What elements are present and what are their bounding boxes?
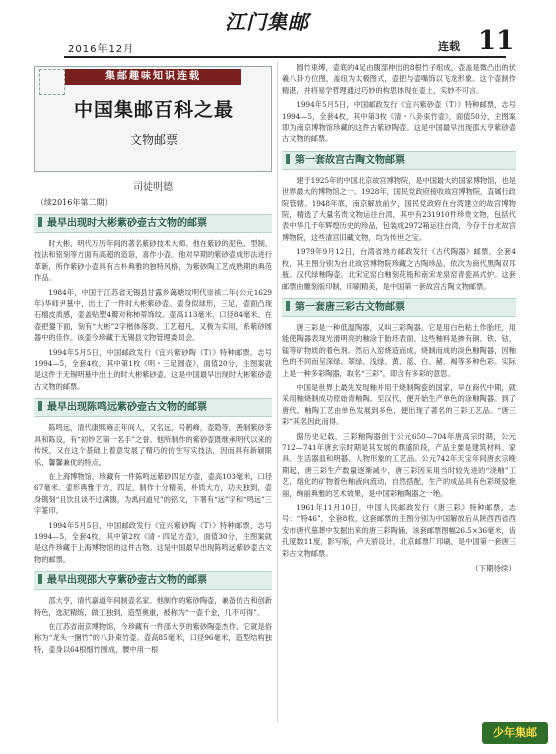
continued-note: （续2016年第二期） (36, 198, 113, 207)
column-divider (277, 62, 278, 722)
paragraph: 1994年5月5日，中国邮政发行《宜兴紫砂壶（T）》特种邮票，志号1994—5，全套4枚，其中第3枚《清・八卦束竹壶》，面值50分，主图案即为南京博物馆珍藏的这件古紫砂陶壶。这是中国最早出现邵大亨紫砂壶古文物的邮票。 (282, 100, 516, 144)
section-heading: 最早出现邵大亨紫砂壶古文物的邮票 (34, 571, 272, 590)
author-byline: 司徒明德 (133, 182, 173, 193)
paragraph: 陈鸣远，清代康熙雍正年间人，又名远，号鹤峰，壶隐等，善制紫砂茶具和陈设，有“初炒艺第一名手”之誉。他所制作的紫砂壶既继承明代以来的传统，又在这个基础上着意发展了精巧的仿生写实技法，因而具有新颖眼乐，馨馨兼优的特点。 (34, 423, 272, 467)
paragraph: 1994年5月5日，中国邮政发行《宜兴紫砂陶（T）》特种邮票，志号1994—5，全套4枚，其中第2枚《清・四足方壶》，面值30分，主图案就是这件珍藏于上海博物馆的这件古物。这是中国最早出现陈鸣远紫砂壶古文物的邮票。 (34, 520, 272, 564)
stamp-icon (39, 69, 65, 95)
issue-date: 2016年12月 (68, 44, 135, 55)
article-subtitle: 文物邮票 (129, 133, 178, 147)
paragraph: 圆竹束缚，壶底的4足由腹部伸出的8根竹子组成，壶盖是微凸出的伏羲八卦方位图，盖纽为太极图式，壶把与壶嘴饰以飞龙形象。这个壶制作精湛，并将易学哲理通过巧妙的构思体现在壶上，实妙不可言。 (282, 63, 516, 95)
page-header (0, 0, 556, 60)
section-heading: 最早出现时大彬紫砂壶古文物的邮票 (34, 214, 272, 233)
corner-badge: 少年集邮 (482, 722, 548, 744)
paragraph: 据历史记载，三彩釉陶器创于公元650—704年唐高宗时期，公元712—741年唐玄宗时期是其发展的鼎盛阶段，产品主要是建筑材料、家具、生活器皿和明器、人物形象的工艺品。公元742年天宝年间唐玄宗晚期起，唐三彩生产数量逐渐减少，唐三彩因采用当时较先进的“浇釉”工艺，熔化的矿物着色釉液向流动，自然搭配，生产的成品具有色彩斑驳艳丽，绚丽典雅的艺术效果，是中国彩釉陶器之一绝。 (282, 431, 516, 498)
paragraph: 唐三彩是一种低温陶器，又叫三彩陶器。它是用白色粘土作胎坯，用能使陶器表现光滑明亮的釉涂于胎坯表面，这些釉料是掺有铜、铁、钴、锰等矿物质的着色剂。然后入窑烧造而成。烧制而成的淡色釉陶器，因釉色的不同而呈深绿、翠绿、浅绿、黄、蓝、白、赭、褐等多种色彩。实际上是一种多彩陶器，取名“三彩”，即含有多彩的意思。 (282, 322, 516, 378)
masthead-logo: 江门集邮 (225, 10, 309, 34)
section-heading: 第一套唐三彩古文物邮票 (282, 298, 516, 317)
section-marker-icon (38, 574, 42, 584)
article-title: 中国集邮百科之最 (73, 99, 234, 121)
header-rule (64, 56, 506, 58)
section-heading: 第一套故宫古陶文物邮票 (282, 151, 516, 170)
section-marker-icon (286, 301, 290, 311)
paragraph: 1984年，中国于江苏省无锡县甘露乡蔼塘坟明代崇祯二年(公元1629年)华师尹墓中，出土了一件时大彬紫砂壶。壶身似球形，三足，壶面凸现石榴皮质感，壶盖贴塑4瓣对称柿蒂饰纹。壶高113毫米，口径84毫米。在壶把鋬下面，刻有“大彬”2字楷体落款。工艺超凡，又极为实用，系紫砂圆器中的佳作。该壶今珍藏于无锡县文物管理委员会。 (34, 287, 272, 343)
right-column (282, 62, 516, 574)
title-box (34, 66, 272, 172)
series-banner: 集邮趣味知识连载 (65, 69, 241, 85)
to-be-continued: （下期待续） (471, 564, 516, 574)
page-number: 11 (478, 26, 515, 56)
paragraph: 在上海博物馆，珍藏有一件陈鸣远紫砂四足方壶，壶高103毫米，口径67毫米。壶形典雅于方，四足，制作十分精美，朴质大方，功夫独到，壶身镌刻“且饮且谈不过满腹，为禹问道兄”的铭文，下署有“远”字和“鸣远”三字篆印。 (34, 471, 272, 516)
paragraph: 在江苏省南京博物馆，今珍藏有一件邵大亨的紫砂陶壶杰作，它就是俗称为“龙头一捆竹”的八卦束竹壶。壶高85毫米，口径96毫米，造型结构独特，壶身以64根细竹围成，腰中用一根 (34, 621, 272, 654)
section-marker-icon (286, 154, 290, 164)
paragraph: 1979年9月12日，台湾省地方邮政发行《古代陶器》邮票，全套4枚，其主图分别为台北故宫博物院珍藏之古陶珍品，依次为商代黑陶双耳瓶、汉代绿釉陶壶、北宋定窑白釉刻花瓶和南宋龙泉窑青瓷鬲式炉。这套邮票由雕刻版印制，印刷精美，是中国第一套故宫古陶文物邮票。 (282, 247, 516, 291)
paragraph: 时大彬，明代万历年间的著名紫砂技术大师。他在紫砂的泥色、型制、技法和铭刻等方面有高超的造诣，喜作小壶。他对早期的紫砂壶成形法进行革新，所作紫砂小壶具有古朴典雅的独特风格，为紫砂陶工艺成熟期的典范作品。 (34, 239, 272, 283)
paragraph: 1994年5月5日，中国邮政发行《宜兴紫砂陶（T）》特种邮票，志号1994—5，全套4枚，其中第1枚《明・三足圆壶》，面值20分，主图案就是这件于无锡明墓中出土的时大彬紫砂壶。这是中国最早出现时大彬紫砂壶古文物的邮票。 (34, 347, 272, 391)
paragraph: 1961年11月10日，中国人民邮政发行《唐三彩》特种邮票，志号：“特46”，全套8枚，这套邮票的主图分别为中国解放后从陕西西省西安市唐代墓葬中发掘出来的唐三彩陶俑，该套邮票图幅26.5×36毫米，齿孔度数11度，影写版，卢天骄设计，北京邮票厂印刷，是中国第一套唐三彩古文物邮票。 (282, 503, 516, 558)
left-column (34, 62, 272, 658)
section-heading: 最早出现陈鸣远紫砂壶古文物的邮票 (34, 398, 272, 417)
serial-label: 连载 (438, 40, 460, 53)
section-marker-icon (38, 401, 42, 411)
paragraph: 建于1925年的中国北京故宫博物院，是中国最大的国家博物馆，也是世界最大的博物馆之一。1928年，国民党政府接收故宫博物院，直属行政院管辖。1948年底，南京解放前夕，国民党政府在台湾建立的故宫博物院，精选了大量名贵文物运往台湾，其中有231910件珍贵文物，包括代表中华几千年辉煌历史的珍品，包装成2972箱运往台湾，今存于台北故宫博物院，这些清宫旧藏文物，均为传世之宝。 (282, 175, 516, 242)
paragraph: 中国是世界上最先发现釉并用于烧制陶瓷的国家，早在商代中期，就采用釉烧制成功原始青釉陶。至汉代，便开始生产单色的涂釉陶器。到了唐代，釉陶工艺由单色发展到多色，便出现了著名的三彩工艺品。“唐三彩”其名因此而得。 (282, 382, 516, 427)
paragraph: 邵大亨，清代嘉道年间制壶名家。他制作的紫砂陶壶，兼备仿古和创新特色，选泥精练，做工独到，造型奥重，被称为“一壶千金，几不可得”。 (34, 596, 272, 617)
section-marker-icon (38, 217, 42, 227)
